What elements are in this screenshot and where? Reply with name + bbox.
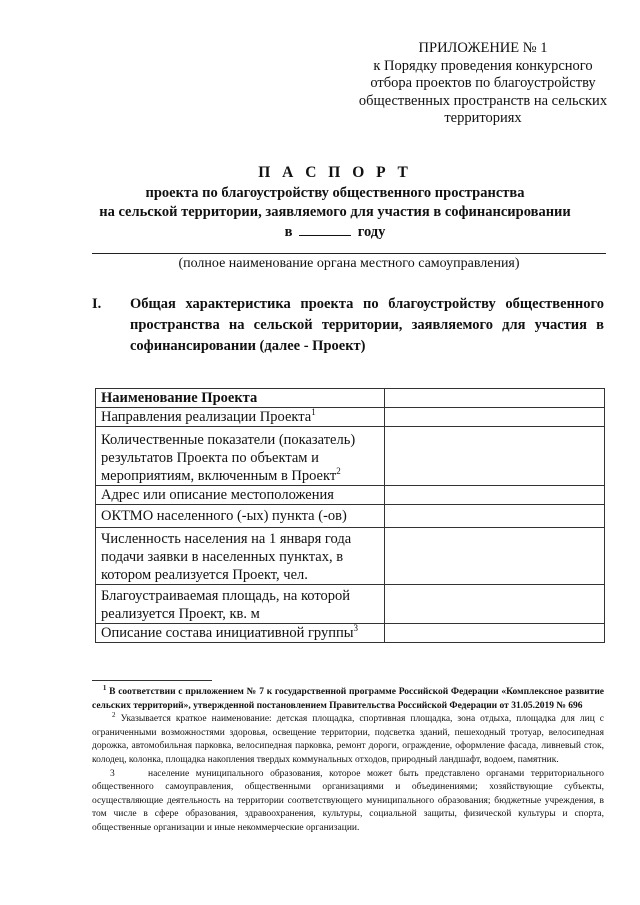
table-cell-label: [96, 528, 385, 585]
table-cell-label: [96, 585, 385, 624]
row-label: Численность населения на 1 января года подачи заявки в населенных пунктах, в котором реализуется Проект, чел.: [101, 531, 352, 583]
table-cell-label: [96, 389, 385, 408]
table-row: [96, 624, 605, 643]
table-row: [96, 528, 605, 585]
organ-name-line: [92, 253, 606, 254]
footnote-text: В соответствии с приложением № 7 к государственной программе Российской Федерации «Комплексное развитие сельских территорий», утвержденной постановлением Правительства Российской Федерации от 31.05.2019 № 696: [92, 687, 605, 711]
organ-name-caption: (полное наименование органа местного самоуправления): [178, 256, 520, 271]
row-label: Наименование Проекта: [101, 390, 258, 406]
table-cell-value: [385, 624, 605, 643]
footnote-ref: 2: [336, 466, 341, 477]
appendix-line: территориях: [444, 110, 522, 126]
footnote-number: 2: [112, 711, 116, 720]
section-title: [130, 294, 604, 357]
footnote-text: население муниципального образования, которое может быть представлено органами территориального общественного самоуправления, общественными организациями и объединениями; хозяйствующие субъекты, осуществляющие деятельность на территории соответствующего муниципального образования; бюджетные учреждения, в том числе в сфере образования, здравоохранения, культуры, социальной защиты, физической культуры и спорта, общественные организации и иные некоммерческие организации.: [92, 768, 604, 833]
table-cell-value: [385, 585, 605, 624]
footnote-2: [92, 713, 604, 767]
table-cell-value: [385, 505, 605, 528]
year-blank-field: [299, 222, 351, 236]
table-cell-label: [96, 624, 385, 643]
appendix-header: [352, 40, 614, 128]
table-cell-value: [385, 427, 605, 486]
table-cell-label: [96, 505, 385, 528]
table-cell-value: [385, 389, 605, 408]
passport-title-block: [70, 162, 600, 242]
section-title-line: Общая характеристика проекта по благоустройству общественного: [130, 296, 604, 312]
row-label: Направления реализации Проекта: [101, 409, 312, 425]
table-cell-label: [96, 486, 385, 505]
table-cell-label: [96, 427, 385, 486]
footnote-ref: 3: [353, 623, 358, 634]
footnote-separator: [92, 680, 212, 681]
table-cell-value: [385, 486, 605, 505]
passport-subtitle-line: проекта по благоустройству общественного пространства: [145, 185, 525, 201]
project-table: [95, 388, 605, 643]
passport-subtitle-line: на сельской территории, заявляемого для участия в софинансировании: [99, 204, 571, 220]
footnote-number: 1: [102, 683, 107, 692]
footnote-text: Указывается краткое наименование: детская площадка, спортивная площадка, зона отдыха, площадка для лиц с ограниченными возможностями здоровья, освещение территории, подсветка зданий, пешеходный тротуар, велосипедная дорожка, автомобильная парковка, велосипедная парковка, ремонт дороги, ограждение, оформление фасада, ливневый сток, колодец, колонка, площадка накопления твердых коммунальных отходов, природный ландшафт, водоем, памятник.: [92, 714, 605, 765]
section-number: I.: [92, 296, 102, 312]
appendix-line: общественных пространств на сельских: [358, 92, 608, 109]
appendix-title: ПРИЛОЖЕНИЕ № 1: [418, 40, 548, 56]
appendix-line: к Порядку проведения конкурсного: [373, 57, 593, 74]
table-row: [96, 389, 605, 408]
year-suffix: году: [357, 224, 386, 240]
row-label: ОКТМО населенного (-ых) пункта (-ов): [101, 508, 347, 524]
row-label: Адрес или описание местоположения: [101, 487, 334, 503]
table-cell-label: [96, 408, 385, 427]
row-label: Количественные показатели (показатель) результатов Проекта по объектам и мероприятиям, включенным в Проект: [101, 432, 356, 484]
footnote-3: [92, 768, 604, 836]
table-row: [96, 486, 605, 505]
section-title-line: софинансировании (далее - Проект): [130, 338, 366, 354]
table-row: [96, 427, 605, 486]
section-title-line: пространства на сельской территории, заявляемого для участия в: [130, 317, 604, 333]
row-label: Благоустраиваемая площадь, на которой реализуется Проект, кв. м: [101, 588, 350, 622]
table-row: [96, 408, 605, 427]
table-row: [96, 585, 605, 624]
footnote-ref: 1: [311, 407, 316, 418]
passport-year-line: [70, 222, 600, 242]
table-cell-value: [385, 408, 605, 427]
footnotes: [92, 683, 605, 836]
year-prefix: в: [284, 224, 293, 240]
passport-title: П А С П О Р Т: [258, 164, 412, 181]
table-row: [96, 505, 605, 528]
table-cell-value: [385, 528, 605, 585]
footnote-1: [92, 683, 605, 713]
row-label: Описание состава инициативной группы: [101, 625, 354, 641]
appendix-line: отбора проектов по благоустройству: [370, 75, 596, 91]
footnote-number: 3: [110, 768, 115, 779]
